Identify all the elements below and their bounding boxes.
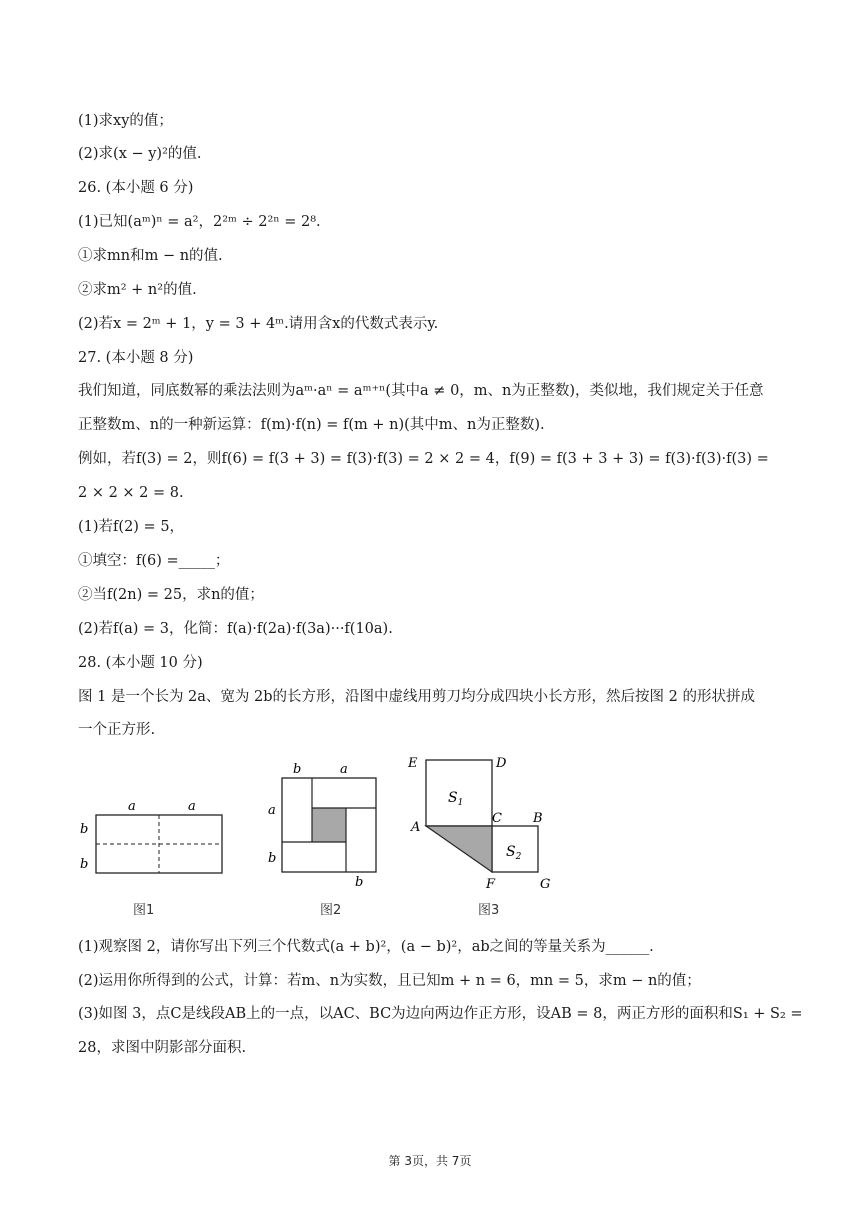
fig2-label-b-left: b [268, 851, 277, 866]
fig3-label-F: F [486, 877, 496, 892]
fig3-label-D: D [496, 756, 507, 771]
figure-3 [402, 750, 557, 895]
q27-heading: 27. (本小题 8 分) [78, 350, 194, 366]
fig1-label-a2: a [188, 799, 196, 814]
fig3-label-A: A [411, 820, 421, 835]
figure-1 [76, 795, 236, 885]
fig2-shaded-square [312, 808, 346, 842]
fig1-label-b1: b [80, 822, 89, 837]
fig1-label-b2: b [80, 857, 89, 872]
fig3-label-C: C [492, 811, 502, 826]
q28-part3a: (3)如图 3，点C是线段AB上的一点，以AC、BC为边向两边作正方形，设AB = 8，两正方形的面积和S₁ + S₂ = [78, 1006, 803, 1022]
fig1-caption: 图1 [133, 903, 155, 918]
fig3-label-G: G [540, 877, 551, 892]
fig3-caption: 图3 [478, 903, 500, 918]
q26-heading: 26. (本小题 6 分) [78, 180, 194, 196]
q27-paragraph-1: 我们知道，同底数幂的乘法法则为aᵐ·aⁿ = aᵐ⁺ⁿ(其中a ≠ 0，m、n为正整数)，类似地，我们规定关于任意 [78, 383, 764, 399]
q28-heading: 28. (本小题 10 分) [78, 655, 203, 671]
figure-2 [262, 758, 382, 893]
q28-part2: (2)运用你所得到的公式，计算：若m、n为实数，且已知m + n = 6，mn = 5，求m − n的值； [78, 973, 701, 989]
q28-paragraph-1: 图 1 是一个长为 2a、宽为 2b的长方形，沿图中虚线用剪刀均分成四块小长方形，然后按图 2 的形状拼成 [78, 689, 755, 705]
q27-paragraph-2: 正整数m、n的一种新运算：f(m)·f(n) = f(m + n)(其中m、n为正整数). [78, 417, 545, 433]
fig3-shaded-triangle [426, 826, 492, 872]
fig3-square-s1 [426, 760, 492, 826]
q27-part1b: ②当f(2n) = 25，求n的值； [78, 587, 264, 603]
q27-part1a: ①填空：f(6) =_____； [78, 553, 230, 569]
q26-part1a: ①求mn和m − n的值. [78, 248, 223, 264]
fig2-label-a-left: a [268, 803, 276, 818]
page-footer: 第 3页，共 7页 [388, 1154, 472, 1168]
fig3-label-E: E [408, 756, 418, 771]
fig3-label-B: B [533, 811, 543, 826]
q27-paragraph-3: 例如，若f(3) = 2，则f(6) = f(3 + 3) = f(3)·f(3) = 2 × 2 = 4，f(9) = f(3 + 3 + 3) = f(3)·f(3)·f(3) = [78, 451, 769, 467]
fig3-label-S1: $S_1$ [448, 790, 464, 808]
q28-paragraph-2: 一个正方形. [78, 722, 156, 738]
q26-part2: (2)若x = 2ᵐ + 1，y = 3 + 4ᵐ.请用含x的代数式表示y. [78, 316, 439, 332]
q27-paragraph-4: 2 × 2 × 2 = 8. [78, 485, 184, 501]
fig2-label-a-top: a [340, 762, 348, 777]
fig3-label-S2: $S_2$ [506, 844, 522, 862]
fig2-label-b-top: b [293, 762, 302, 777]
q25-part2: (2)求(x − y)²的值. [78, 146, 202, 162]
q28-part1: (1)观察图 2，请你写出下列三个代数式(a + b)²，(a − b)²，ab之间的等量关系为______. [78, 939, 654, 955]
fig2-label-b-bottom: b [355, 875, 364, 890]
q28-part3b: 28，求图中阴影部分面积. [78, 1040, 247, 1056]
q27-part1: (1)若f(2) = 5， [78, 519, 185, 535]
fig1-label-a1: a [128, 799, 136, 814]
q27-part2: (2)若f(a) = 3，化简：f(a)·f(2a)·f(3a)···f(10a). [78, 621, 393, 637]
q26-part1b: ②求m² + n²的值. [78, 282, 197, 298]
q26-part1: (1)已知(aᵐ)ⁿ = a²，2²ᵐ ÷ 2²ⁿ = 2⁸. [78, 214, 321, 230]
q25-part1: (1)求xy的值； [78, 113, 173, 129]
fig2-caption: 图2 [320, 903, 342, 918]
